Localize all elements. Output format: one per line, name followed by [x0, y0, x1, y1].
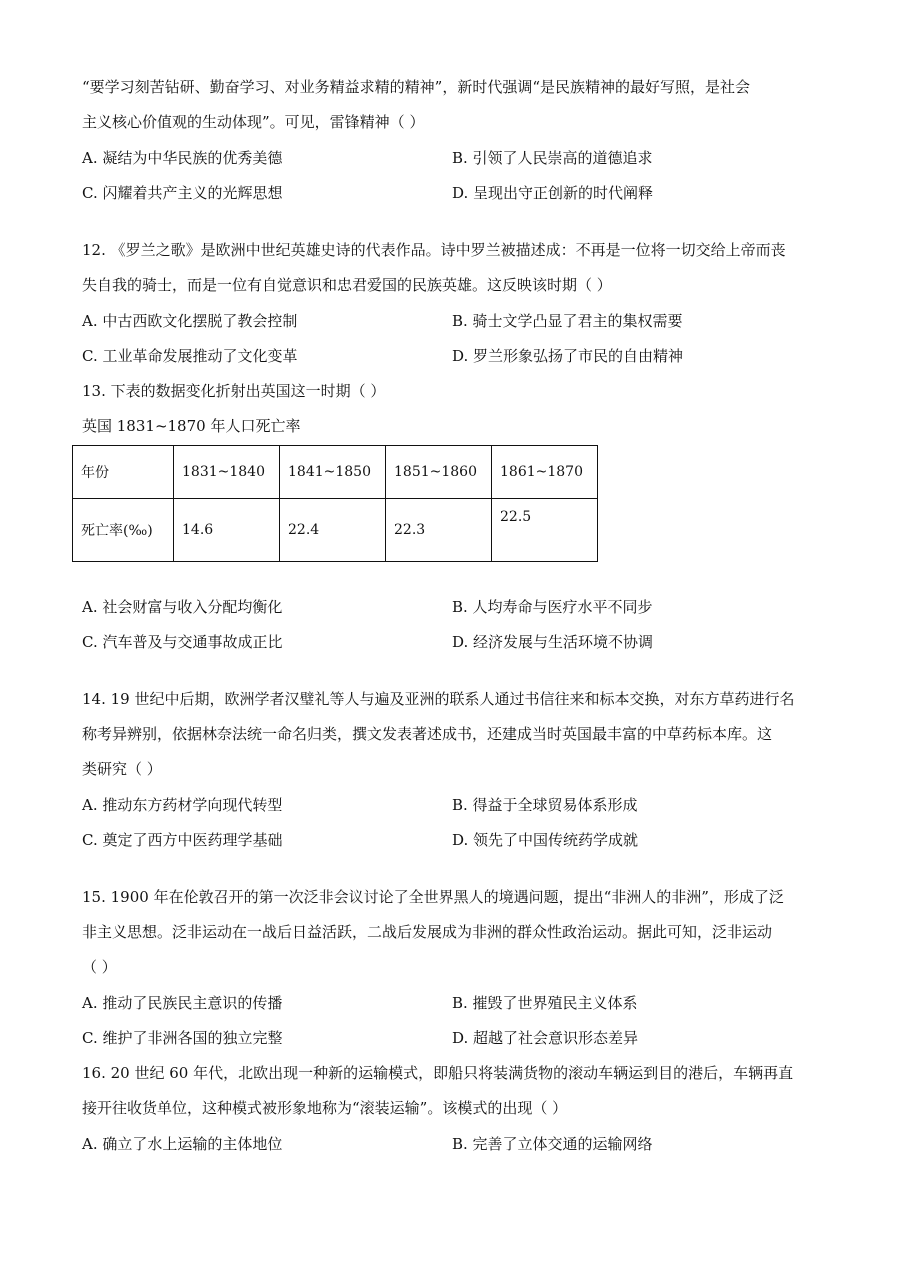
q14-option-d[interactable]: D. 领先了中国传统药学成就 — [452, 831, 639, 849]
q15-option-c[interactable]: C. 维护了非洲各国的独立完整 — [82, 1029, 283, 1047]
table-row — [73, 499, 598, 562]
table-header-cell: 1841~1850 — [280, 446, 386, 499]
q15-option-d[interactable]: D. 超越了社会意识形态差异 — [452, 1029, 639, 1047]
q12-option-c[interactable]: C. 工业革命发展推动了文化变革 — [82, 347, 298, 365]
table-caption: 英国 1831~1870 年人口死亡率 — [82, 417, 301, 435]
q11-option-b[interactable]: B. 引领了人民崇高的道德追求 — [452, 149, 653, 167]
q14-option-b[interactable]: B. 得益于全球贸易体系形成 — [452, 796, 638, 814]
table-cell: 22.5 — [492, 499, 598, 562]
q16-stem-line-2: 接开往收货单位，这种模式被形象地称为“滚装运输”。该模式的出现（ ） — [82, 1099, 568, 1117]
q14-stem-line-1: 14. 19 世纪中后期，欧洲学者汉璧礼等人与遍及亚洲的联系人通过书信往来和标本交换，对东方草药进行名 — [82, 690, 795, 708]
q16-option-a[interactable]: A. 确立了水上运输的主体地位 — [82, 1135, 283, 1153]
q11-option-d[interactable]: D. 呈现出守正创新的时代阐释 — [452, 184, 654, 202]
q12-stem-line-2: 失自我的骑士，而是一位有自觉意识和忠君爱国的民族英雄。这反映该时期（ ） — [82, 276, 612, 294]
q14-option-a[interactable]: A. 推动东方药材学向现代转型 — [82, 796, 283, 814]
q12-stem-line-1: 12. 《罗兰之歌》是欧洲中世纪英雄史诗的代表作品。诗中罗兰被描述成：不再是一位将一切交给上帝而丧 — [82, 241, 786, 259]
q13-option-b[interactable]: B. 人均寿命与医疗水平不同步 — [452, 598, 653, 616]
q12-option-a[interactable]: A. 中古西欧文化摆脱了教会控制 — [82, 312, 298, 330]
table-cell: 14.6 — [174, 499, 280, 562]
q12-option-d[interactable]: D. 罗兰形象弘扬了市民的自由精神 — [452, 347, 684, 365]
q15-stem-line-1: 15. 1900 年在伦敦召开的第一次泛非会议讨论了全世界黑人的境遇问题，提出“非洲人的非洲”，形成了泛 — [82, 888, 784, 906]
table-cell: 死亡率(‰) — [73, 499, 174, 562]
table-header-row — [73, 446, 598, 499]
q12-option-b[interactable]: B. 骑士文学凸显了君主的集权需要 — [452, 312, 683, 330]
q15-stem-line-2: 非主义思想。泛非运动在一战后日益活跃，二战后发展成为非洲的群众性政治运动。据此可知，泛非运动 — [82, 923, 773, 941]
q15-stem-line-3: （ ） — [82, 958, 117, 976]
q14-option-c[interactable]: C. 奠定了西方中医药理学基础 — [82, 831, 283, 849]
table-header-cell: 1851~1860 — [386, 446, 492, 499]
q13-option-a[interactable]: A. 社会财富与收入分配均衡化 — [82, 598, 283, 616]
table-header-cell: 1861~1870 — [492, 446, 598, 499]
q11-option-c[interactable]: C. 闪耀着共产主义的光辉思想 — [82, 184, 283, 202]
q13-stem-line-1: 13. 下表的数据变化折射出英国这一时期（ ） — [82, 382, 386, 400]
q15-option-b[interactable]: B. 摧毁了世界殖民主义体系 — [452, 994, 638, 1012]
q16-option-b[interactable]: B. 完善了立体交通的运输网络 — [452, 1135, 653, 1153]
q16-stem-line-1: 16. 20 世纪 60 年代，北欧出现一种新的运输模式，即船只将装满货物的滚动车辆运到目的港后，车辆再直 — [82, 1064, 794, 1082]
table-cell: 22.3 — [386, 499, 492, 562]
q13-option-c[interactable]: C. 汽车普及与交通事故成正比 — [82, 633, 283, 651]
mortality-table — [72, 445, 598, 562]
table-cell: 22.4 — [280, 499, 386, 562]
q13-option-d[interactable]: D. 经济发展与生活环境不协调 — [452, 633, 654, 651]
q14-stem-line-3: 类研究（ ） — [82, 760, 162, 778]
q11-stem-line-2: 主义核心价值观的生动体现”。可见，雷锋精神（ ） — [82, 113, 425, 131]
q11-stem-line-1: “要学习刻苦钻研、勤奋学习、对业务精益求精的精神”，新时代强调“是民族精神的最好写照，是社会 — [82, 78, 751, 96]
q14-stem-line-2: 称考异辨别，依据林奈法统一命名归类，撰文发表著述成书，还建成当时英国最丰富的中草药标本库。这 — [82, 725, 773, 743]
table-header-cell: 年份 — [73, 446, 174, 499]
table-header-cell: 1831~1840 — [174, 446, 280, 499]
q11-option-a[interactable]: A. 凝结为中华民族的优秀美德 — [82, 149, 283, 167]
q15-option-a[interactable]: A. 推动了民族民主意识的传播 — [82, 994, 283, 1012]
